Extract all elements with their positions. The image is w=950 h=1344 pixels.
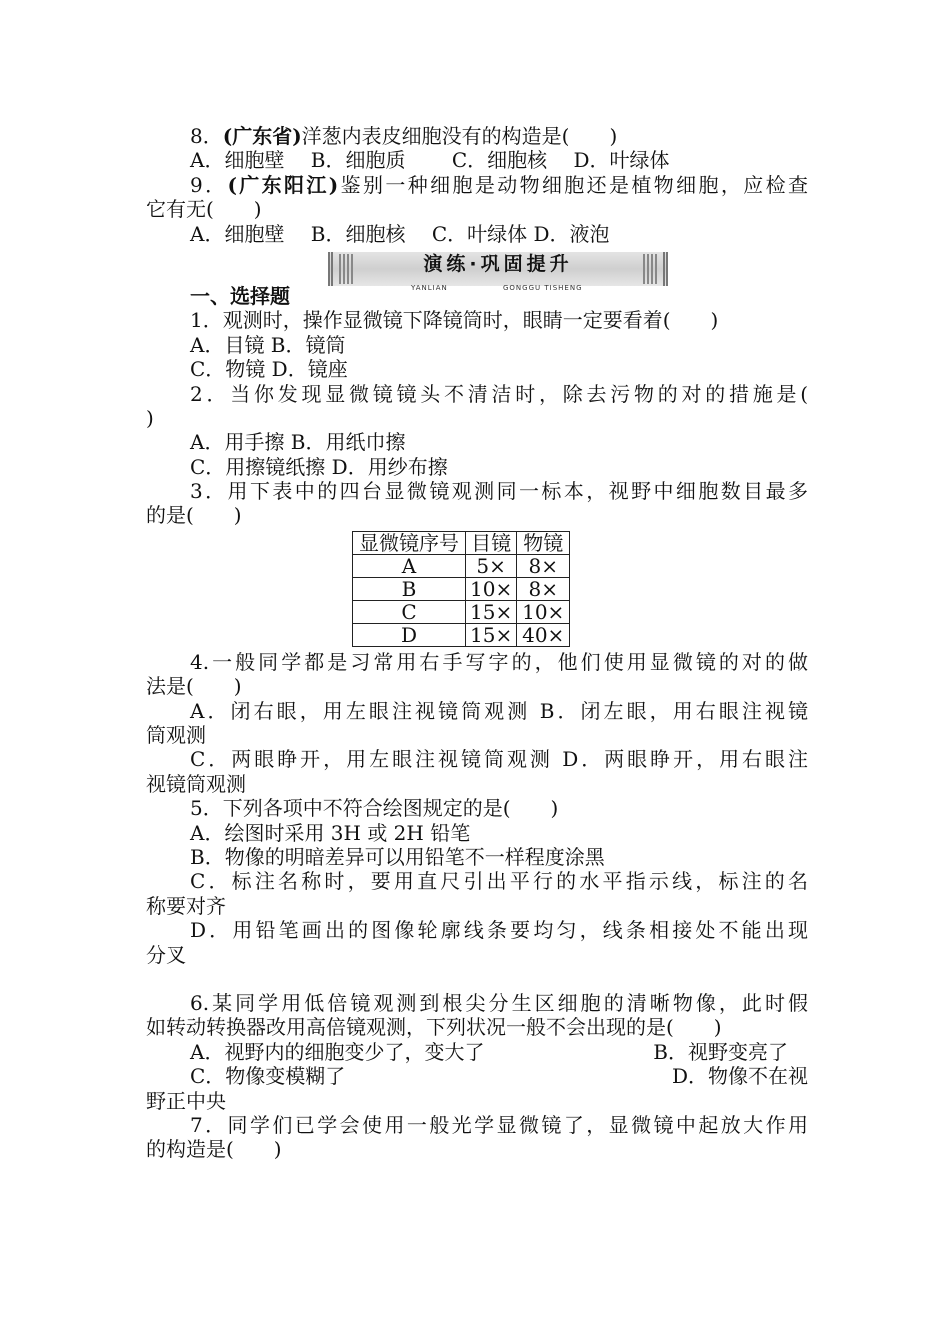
- question-6-option-d-line1: D．物像不在视: [671, 1064, 808, 1089]
- table-row: [353, 554, 570, 577]
- question-6-option-d-line2: 野正中央: [146, 1088, 226, 1113]
- question-7-stem-line1: 7．同学们已学会使用一般光学显微镜了，显微镜中起放大作用: [190, 1112, 808, 1137]
- question-source: (广东省): [222, 124, 302, 148]
- question-1-stem: 1．观测时，操作显微镜下降镜筒时，眼睛一定要看着( ): [190, 308, 719, 333]
- banner-frame: [328, 252, 668, 292]
- table-cell: 15×: [466, 623, 517, 646]
- question-9-stem-line2: 它有无( ): [146, 197, 262, 222]
- section-title: 一、选择题: [190, 283, 290, 308]
- question-6-stem-line2: 如转动转换器改用高倍镜观测，下列状况一般不会出现的是( ): [146, 1015, 722, 1040]
- question-text: 洋葱内表皮细胞没有的构造是( ): [301, 124, 618, 148]
- table-cell: 10×: [517, 600, 570, 623]
- table-cell: C: [353, 600, 466, 623]
- question-4-option-c-line1: C．两眼睁开，用左眼注视镜筒观测 D．两眼睁开，用右眼注: [190, 747, 808, 772]
- question-9-options: A．细胞壁 B．细胞核 C．叶绿体 D．液泡: [190, 221, 610, 246]
- question-6-option-c: C．物像变模糊了: [190, 1064, 346, 1089]
- question-5-option-d-line1: D．用铅笔画出的图像轮廓线条要均匀，线条相接处不能出现: [190, 918, 808, 943]
- table-cell: 8×: [517, 554, 570, 577]
- table-row: [353, 577, 570, 600]
- question-5-option-b: B．物像的明暗差异可以用铅笔不一样程度涂黑: [190, 844, 605, 869]
- banner-subtitle-right: GONGGU TISHENG: [503, 283, 583, 292]
- question-2-options-cd: C．用擦镜纸擦 D．用纱布擦: [190, 454, 448, 479]
- question-5-stem: 5．下列各项中不符合绘图规定的是( ): [190, 796, 559, 821]
- question-8-options: A．细胞壁 B．细胞质 C．细胞核 D．叶绿体: [190, 148, 670, 173]
- question-2-stem-line2: ): [146, 405, 154, 430]
- question-number: 8．: [190, 124, 223, 148]
- question-2-options-ab: A．用手擦 B．用纸巾擦: [190, 430, 406, 455]
- document-body: [146, 124, 808, 1162]
- question-6-options-ab: [146, 1040, 808, 1064]
- table-cell: 10×: [466, 577, 517, 600]
- table-header-row: [353, 531, 570, 554]
- table-header-cell: 目镜: [466, 531, 517, 554]
- question-4-stem-line2: 法是( ): [146, 674, 242, 699]
- question-4-option-a-line2: 筒观测: [146, 723, 206, 748]
- banner-title: 演练·巩固提升: [423, 252, 573, 275]
- microscope-table: [352, 531, 570, 647]
- question-source: (广东阳江): [227, 172, 339, 197]
- table-header-cell: 物镜: [517, 531, 570, 554]
- question-6-option-a: A．视野内的细胞变少了，变大了: [190, 1039, 485, 1064]
- question-text: 鉴别一种细胞是动物细胞还是植物细胞，应检查: [338, 172, 808, 197]
- table-cell: 5×: [466, 554, 517, 577]
- question-5-option-c-line2: 称要对齐: [146, 893, 226, 918]
- section-banner: [146, 246, 808, 298]
- table-cell: A: [353, 554, 466, 577]
- table-header-cell: 显微镜序号: [353, 531, 466, 554]
- question-6-options-cd: [146, 1064, 808, 1088]
- spacer: [146, 967, 808, 991]
- table-row: [353, 600, 570, 623]
- question-8-stem: [146, 124, 808, 148]
- question-4-stem-line1: 4.一般同学都是习常用右手写字的，他们使用显微镜的对的做: [190, 649, 808, 674]
- table-cell: 15×: [466, 600, 517, 623]
- question-5-option-c-line1: C．标注名称时，要用直尺引出平行的水平指示线，标注的名: [190, 869, 808, 894]
- table-cell: 8×: [517, 577, 570, 600]
- question-6-stem-line1: 6.某同学用低倍镜观测到根尖分生区细胞的清晰物像，此时假: [190, 990, 808, 1015]
- question-7-stem-line2: 的构造是( ): [146, 1137, 282, 1162]
- question-5-option-d-line2: 分叉: [146, 942, 186, 967]
- question-5-option-a: A．绘图时采用 3H 或 2H 铅笔: [190, 820, 471, 845]
- table-row: [353, 623, 570, 646]
- table-cell: 40×: [517, 623, 570, 646]
- question-3-stem-line2: 的是( ): [146, 503, 242, 528]
- question-4-option-a-line1: A．闭右眼，用左眼注视镜筒观测 B．闭左眼，用右眼注视镜: [190, 698, 808, 723]
- question-4-option-c-line2: 视镜筒观测: [146, 771, 246, 796]
- banner-subtitle-left: YANLIAN: [411, 283, 448, 292]
- question-number: 9．: [190, 172, 228, 197]
- question-2-stem-line1: 2．当你发现显微镜镜头不清洁时，除去污物的对的措施是(: [190, 381, 808, 406]
- table-cell: B: [353, 577, 466, 600]
- question-9-stem-line1: [146, 173, 808, 197]
- table-cell: D: [353, 623, 466, 646]
- question-6-option-b: B．视野变亮了: [653, 1039, 788, 1064]
- question-3-stem-line1: 3．用下表中的四台显微镜观测同一标本，视野中细胞数目最多: [190, 479, 808, 504]
- question-1-options-cd: C．物镜 D．镜座: [190, 357, 348, 382]
- question-1-options-ab: A．目镜 B．镜筒: [190, 332, 346, 357]
